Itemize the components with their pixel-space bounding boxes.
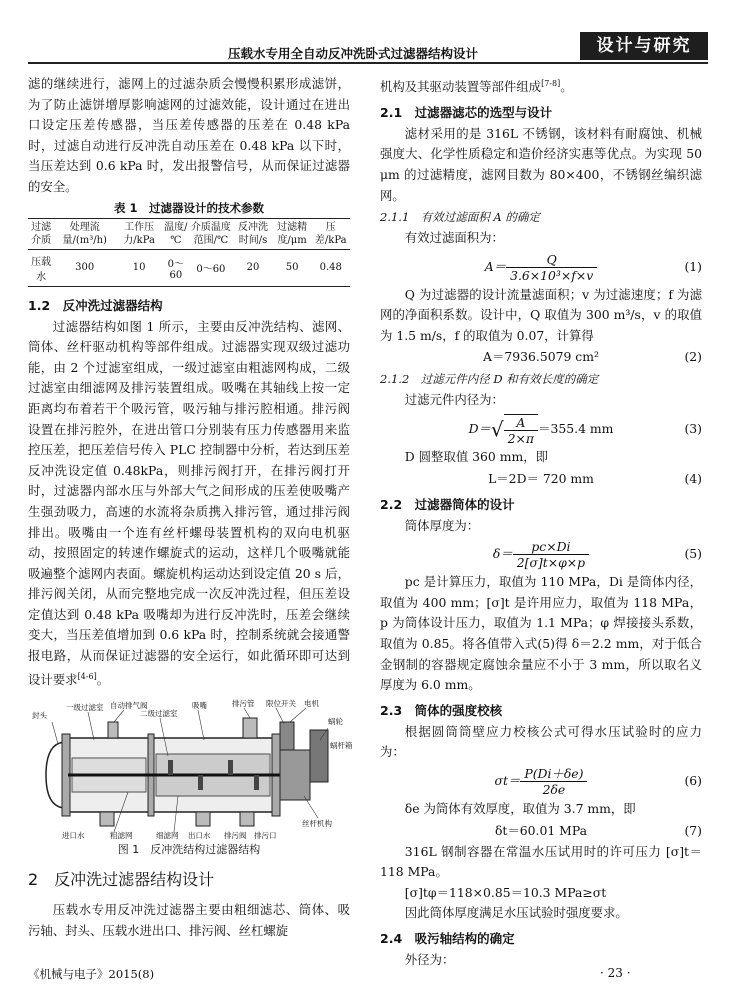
equation-6 (380, 763, 702, 799)
equation-5-numerator: pc×Di (513, 539, 589, 555)
section-2-1-paragraph: 滤材采用的是 316L 不锈钢，该材料有耐腐蚀、机械强度大、化学性质稳定和造价经济实惠等优点。为实现 50 μm 的过滤精度，滤网目数为 80×400，不锈钢丝编织滤网。 (380, 125, 702, 203)
page-number: · 23 · (600, 966, 631, 980)
right-column (380, 74, 702, 971)
citation: [4-6] (77, 671, 97, 681)
section-heading-2-4: 2.4 吸污轴结构的确定 (380, 930, 515, 946)
label-woganxiang: 蜗杆箱 (330, 741, 353, 751)
label-xianwei: 限位开关 (266, 699, 296, 709)
label-paiwufa: 排污阀 (224, 831, 247, 841)
equation-7-description: 316L 钢制容器在常温水压试用时的许可压力 [σ]t＝118 MPa。 (380, 843, 702, 880)
section-badge: 设计与研究 (580, 32, 708, 60)
equation-1-numerator: Q (506, 252, 597, 268)
section-2-1-1-lead: 有效过滤面积为： (404, 230, 504, 246)
equation-7-text: δt＝60.01 MPa (494, 822, 588, 838)
table-header-cell: 反冲洗时间/s (233, 218, 273, 249)
table-header-cell: 压差/kPa (311, 218, 350, 249)
equation-5-number: (5) (684, 546, 702, 562)
section-2-1-2-lead: 过滤元件内径为： (404, 392, 504, 408)
table-cell: 0～60 (163, 249, 188, 286)
equation-5-denominator: 2[σ]t×φ×p (516, 555, 586, 571)
table-cell: 压载水 (28, 249, 54, 286)
equation-8: [σ]tφ＝118×0.85＝10.3 MPa≥σt (404, 884, 607, 900)
equation-6-description: δe 为筒体有效厚度，取值为 3.7 mm，即 (404, 801, 636, 816)
equation-6-denominator: 2δe (542, 782, 566, 797)
section-heading-2: 2 反冲洗过滤器结构设计 (28, 870, 215, 890)
filter-structure-figure (28, 699, 353, 841)
section-2-4-lead: 外径为： (404, 951, 455, 967)
intro-paragraph: 滤的继续进行，滤网上的过滤杂质会慢慢积累形成滤饼，为了防止滤饼增厚影响滤网的过滤效能，设计通过在进出口设定压差传感器，当压差传感器的压差在 0.48 kPa 时，过滤自动进行反冲洗自动压差在 0.48 kPa 以下时，当压差达到 0.6 kPa 时，发出报警信号，从而保证过滤器的安全。 (28, 76, 350, 194)
section-1-2-text: 过滤器结构如图 1 所示，主要由反冲洗结构、滤网、筒体、丝杆驱动机构等部件组成。过滤器实现双级过滤功能，由 2 个过滤室组成，一级过滤室由粗滤网构成，二级过滤室由细滤网及排污装置组成。吸嘴在其轴线上按一定距离均布着若干个吸污管，吸污轴与排污腔相通。排污阀设置在排污腔外，在进出管口分别装有压力传感器用来监控压差，把压差信号传入 PLC 控制器中分析，若达到压差反冲洗设定值 0.48kPa，则排污阀打开，在排污阀打开时，过滤器内部水压与外部大气之间形成的压差使吸嘴产生强劲吸力，高速的水流将杂质携入排污管，通过排污阀排出。吸嘴由一个连有丝杆螺母装置机构的双向电机驱动，按照固定的转速作螺旋式的运动，这样几个吸嘴就能吸遍整个滤网内表面。螺旋机构运动达到设定值 20 s 后，排污阀关闭，从而完整地完成一次反冲洗过程，但压差设定值达到 0.48 kPa 吸嘴却为进行反冲洗时，压差会继续变大，当压差值增加到 0.6 kPa 时，控制系统就会接通警报电路，从而保证过滤器的安全运行，如此循环即可达到设计要求 (28, 318, 350, 687)
equation-3-number: (3) (684, 421, 702, 437)
equation-4 (380, 468, 702, 490)
equation-7 (380, 820, 702, 842)
section-1-2-paragraph: 过滤器结构如图 1 所示，主要由反冲洗结构、滤网、筒体、丝杆驱动机构等部件组成。过滤器实现双级过滤功能，由 2 个过滤室组成，一级过滤室由粗滤网构成，二级过滤室由细滤网及排污装置组成。吸嘴在其轴线上按一定距离均布着若干个吸污管，吸污轴与排污腔相通。排污阀设置在排污腔外，在进出管口分别装有压力传感器用来监控压差，把压差信号传入 PLC 控制器中分析，若达到压差反冲洗设定值 0.48kPa，则排污阀打开，在排污阀打开时，过滤器内部水压与外部大气之间形成的压差使吸嘴产生强劲吸力，高速的水流将杂质携入排污管，通过排污阀排出。吸嘴由一个连有丝杆螺母装置机构的双向电机驱动，按照固定的转速作螺旋式的运动，这样几个吸嘴就能吸遍整个滤网内表面。螺旋机构运动达到设定值 20 s 后，排污阀关闭，从而完整地完成一次反冲洗过程，但压差设定值达到 0.48 kPa 吸嘴却为进行反冲洗时，压差会继续变大，当压差值增加到 0.6 kPa 时，控制系统就会接通警报电路，从而保证过滤器的安全运行，如此循环即可达到设计要求[4-6]。 (28, 318, 350, 687)
equation-6-numerator: P(Di＋δe) (520, 766, 587, 782)
section-2-3-paragraph: 根据圆筒筒壁应力校核公式可得水压试验时的应力为： (380, 723, 702, 760)
label-dianji: 电机 (304, 699, 319, 709)
table-cell: 0.48 (311, 249, 350, 286)
section-heading-2-3: 2.3 筒体的强度校核 (380, 702, 503, 718)
continued-text: 机构及其驱动装置等部件组成 (380, 79, 542, 95)
section-2-paragraph: 压载水专用反冲洗过滤器主要由粗细滤芯、筒体、吸污轴、封头、压载水进出口、排污阀、丝杠螺旋 (28, 902, 350, 938)
running-title: 压载水专用全自动反冲洗卧式过滤器结构设计 (228, 46, 479, 61)
equation-5-fraction (513, 539, 589, 570)
equation-4-text: L＝2D＝ 720 mm (488, 470, 594, 486)
table-header-cell: 过滤介质 (28, 218, 54, 249)
section-heading-2-1-2: 2.1.2 过滤元件内径 D 和有效长度的确定 (380, 372, 599, 387)
filter-diagram (28, 699, 353, 841)
equation-3-denominator: 2×π (507, 430, 535, 446)
equation-7-number: (7) (684, 822, 702, 838)
table-cell: 10 (115, 249, 163, 286)
page-header (28, 24, 708, 66)
label-xizui: 吸嘴 (192, 701, 207, 711)
table-header-cell: 介质温度范围/℃ (189, 218, 234, 249)
equation-5-lhs: δ＝ (492, 546, 513, 562)
equation-2 (380, 346, 702, 368)
label-sigang: 丝杆机构 (302, 819, 332, 829)
table-cell: 50 (273, 249, 312, 286)
equation-6-number: (6) (684, 773, 702, 788)
sqrt-icon: √ (490, 417, 504, 442)
equation-3-rhs: ＝355.4 mm (538, 421, 614, 437)
label-erji: 二级过滤室 (140, 709, 178, 719)
label-yiji: 一级过滤室 (66, 703, 104, 713)
section-heading-2-2: 2.2 过滤器筒体的设计 (380, 496, 515, 512)
table-header-row (28, 218, 350, 249)
table-row (28, 249, 350, 286)
table-cell: 20 (233, 249, 273, 286)
left-column (28, 74, 353, 942)
table-header-cell: 处理流量/(m³/h) (54, 218, 115, 249)
journal-footer: 《机械与电子》2015(8) (28, 967, 155, 981)
equation-2-text: A＝7936.5079 cm² (483, 349, 599, 365)
equation-3-description: D 圆整取值 360 mm，即 (404, 449, 549, 465)
label-culv: 粗滤网 (110, 831, 133, 841)
label-chukou: 出口水 (188, 831, 211, 841)
equation-1-description: Q 为过滤器的设计流量滤面积；v 为过滤速度；f 为滤网的净面积系数。设计中，Q 取值为 300 m³/s，v 的取值为 1.5 m/s，f 的取值为 0.07，计算得 (380, 286, 702, 343)
params-table (28, 218, 350, 287)
equation-3 (380, 411, 702, 447)
section-heading-2-1-1: 2.1.1 有效过滤面积 A 的确定 (380, 210, 540, 225)
label-paiwuguan: 排污管 (232, 699, 255, 709)
section-heading-2-1: 2.1 过滤器滤芯的选型与设计 (380, 104, 553, 120)
header-rule (28, 62, 708, 64)
equation-3-numerator: A (504, 415, 538, 431)
label-zidong: 自动排气阀 (110, 701, 148, 711)
table-title: 表 1 过滤器设计的技术参数 (113, 200, 264, 215)
equation-1 (380, 249, 702, 285)
equation-1-fraction (506, 252, 597, 283)
equation-6-lhs: σt＝ (494, 773, 521, 788)
figure-caption: 图 1 反冲洗结构过滤器结构 (117, 843, 261, 857)
equation-1-number: (1) (684, 258, 702, 274)
citation: [7-8] (541, 79, 561, 88)
equation-1-denominator: 3.6×10³×f×v (510, 267, 594, 283)
table-cell: 0～60 (189, 249, 234, 286)
equation-3-lhs: D＝ (468, 421, 491, 437)
equation-1-lhs: A＝ (484, 258, 507, 274)
table-header-cell: 过滤精度/μm (273, 218, 312, 249)
table-cell: 300 (54, 249, 115, 286)
label-paiwukou: 排污口 (254, 831, 277, 841)
section-2-2-lead: 筒体厚度为： (404, 517, 480, 533)
equation-4-number: (4) (684, 470, 702, 486)
equation-2-number: (2) (684, 349, 702, 365)
table-header-cell: 温度/℃ (163, 218, 188, 249)
label-xilv: 细滤网 (156, 831, 179, 841)
equation-6-fraction (520, 766, 587, 797)
label-jinkou: 进口水 (62, 831, 85, 841)
continued-paragraph: 机构及其驱动装置等部件组成[7-8]。 (380, 79, 573, 95)
equation-5-description: pc 是计算压力，取值为 110 MPa，Di 是筒体内径，取值为 400 mm；[σ]t 是许用应力，取值为 118 MPa，p 为筒体设计压力，取值为 1.1 MPa；φ 焊接接头系数，取值为 0.85。将各值带入式(5)得 δ＝2.2 mm，对于低合金钢制的容器规定腐蚀余量应不小于 3 mm，所以取名义厚度为 6.0 mm。 (380, 574, 702, 693)
table-header-cell: 工作压力/kPa (115, 218, 163, 249)
equation-5 (380, 536, 702, 572)
equation-8-description: 因此筒体厚度满足水压试验时强度要求。 (404, 905, 628, 921)
label-wolun: 蜗轮 (328, 717, 343, 727)
label-fengtou: 封头 (32, 711, 47, 721)
equation-3-fraction (504, 414, 538, 446)
section-heading-1-2: 1.2 反冲洗过滤器结构 (28, 297, 163, 313)
